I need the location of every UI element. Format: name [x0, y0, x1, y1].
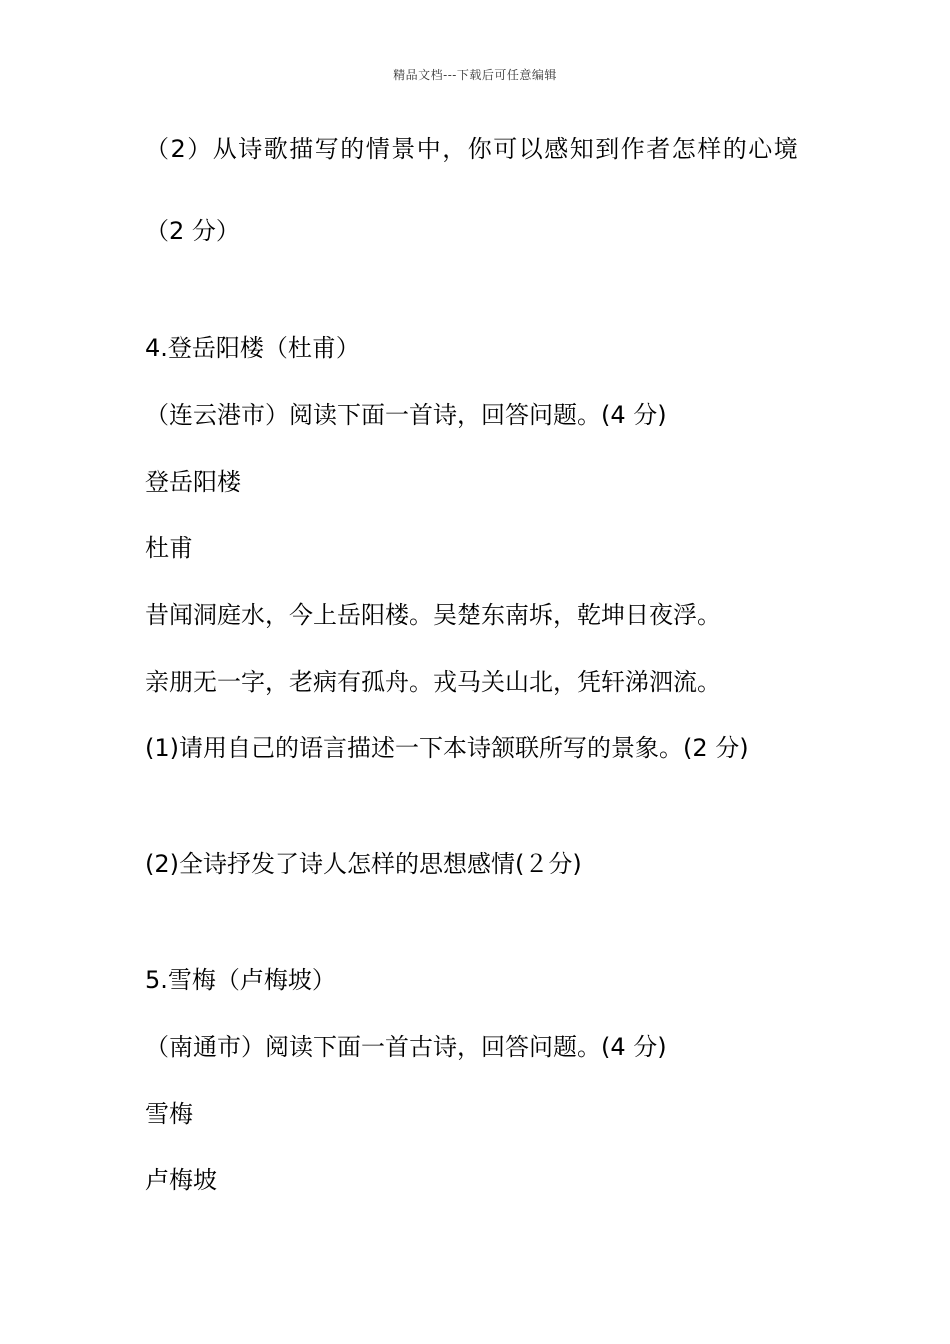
question-2-2: （2）从诗歌描写的情景中，你可以感知到作者怎样的心境 — [145, 135, 800, 163]
poem-line-1: 昔闻洞庭水，今上岳阳楼。吴楚东南坼，乾坤日夜浮。 — [145, 601, 721, 629]
poem-title: 登岳阳楼 — [145, 468, 241, 496]
question-2-2-points: （2 分） — [145, 217, 240, 245]
poem-line-2: 亲朋无一字，老病有孤舟。戎马关山北，凭轩涕泗流。 — [145, 668, 721, 696]
question-4-2: (2)全诗抒发了诗人怎样的思想感情(２分) — [145, 850, 582, 878]
page-header: 精品文档---下载后可任意编辑 — [393, 68, 557, 82]
section-5-prompt: （南通市）阅读下面一首古诗，回答问题。(4 分) — [145, 1033, 667, 1061]
poem-author: 杜甫 — [145, 534, 193, 562]
section-5-title: 5.雪梅（卢梅坡） — [145, 966, 336, 994]
poem-5-author: 卢梅坡 — [145, 1166, 217, 1194]
poem-5-title: 雪梅 — [145, 1100, 193, 1128]
section-4-prompt: （连云港市）阅读下面一首诗，回答问题。(4 分) — [145, 401, 667, 429]
question-4-1: (1)请用自己的语言描述一下本诗颔联所写的景象。(2 分) — [145, 734, 749, 762]
section-4-title: 4.登岳阳楼（杜甫） — [145, 334, 360, 362]
